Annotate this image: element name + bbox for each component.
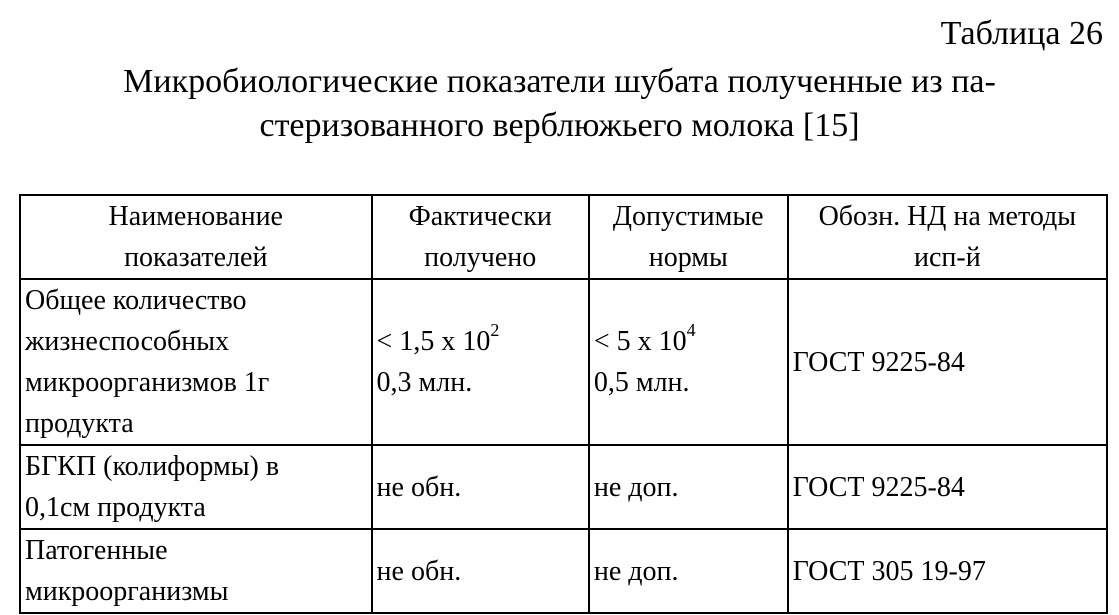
header-norms-line: Допустимые [612,201,764,232]
header-methods-line: исп-й [913,242,981,273]
table-row [20,529,1107,613]
cell-actual-value: не обн. [372,445,589,529]
cell-line: Патогенные [25,535,168,566]
cell-method: ГОСТ 9225-84 [788,279,1107,445]
header-norms [589,195,788,279]
cell-line [594,321,783,362]
cell-line: микроорганизмы [25,576,229,607]
cell-actual-value: не обн. [372,529,589,613]
table-number: Таблица 26 [940,15,1103,52]
cell-method: ГОСТ 305 19-97 [788,529,1107,613]
cell-norm-value: не доп. [589,445,788,529]
cell-line [377,321,584,362]
cell-line: микроорганизмов 1г [25,367,270,398]
value-base: < 1,5 x 10 [376,326,491,357]
cell-line: 0,3 млн. [376,367,473,398]
cell-method: ГОСТ 9225-84 [788,445,1107,529]
cell-norm-value [589,279,788,445]
cell-line: 0,5 млн. [593,367,690,398]
cell-indicator-name [20,445,372,529]
header-methods [788,195,1107,279]
header-actual [372,195,589,279]
table-row [20,445,1107,529]
value-exponent: 4 [686,319,696,340]
cell-line: 0,1см продукта [25,492,206,523]
header-name-line: показателей [124,242,268,273]
header-actual-line: Фактически [408,201,552,232]
table-header-row [20,195,1107,279]
cell-indicator-name [20,279,372,445]
table-caption-line-2: стеризованного верблюжьего молока [15] [259,107,860,144]
header-name [20,195,372,279]
header-norms-line: нормы [648,242,728,273]
value-exponent: 2 [490,319,500,340]
header-name-line: Наименование [108,201,283,232]
cell-line: Общее количество [25,285,247,316]
header-methods-line: Обозн. НД на методы [818,201,1077,232]
cell-norm-value: не доп. [589,529,788,613]
cell-actual-value [372,279,589,445]
cell-indicator-name [20,529,372,613]
header-actual-line: получено [424,242,537,273]
table-row [20,279,1107,445]
table-caption-line-1: Микробиологические показатели шубата полученные из па- [123,63,996,100]
cell-line: жизнеспособных [25,326,230,357]
cell-line: продукта [25,408,134,439]
microbiology-table [19,194,1108,614]
value-base: < 5 x 10 [593,326,687,357]
cell-line: БГКП (колиформы) в [25,451,280,482]
